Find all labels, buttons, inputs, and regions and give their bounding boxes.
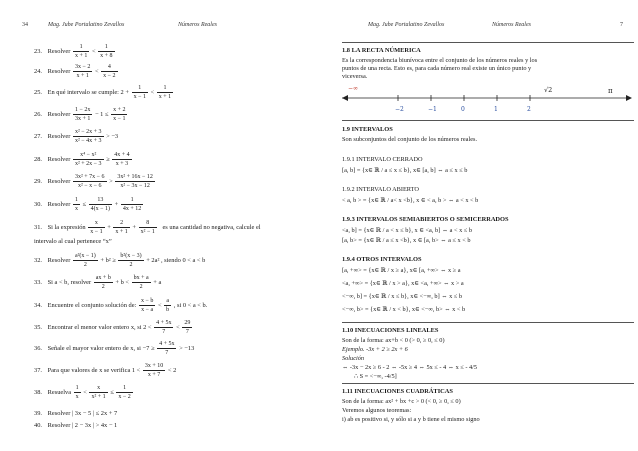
exercise-text: < 2 [167,366,177,374]
exercise-24 [34,63,314,80]
fraction: $\frac{2}{x + 1}$ [115,220,128,235]
definition-line: <−∞, b] = {x∈ ℝ / x ≤ b}, x∈ <−∞, b] ⇔ x ≤ b [342,293,463,300]
exercise-text: En qué intervalo se cumple: 2 + [47,88,129,96]
exercise-32 [34,252,314,269]
operator: > −3 [106,132,119,140]
paragraph-line: puntos de una recta. Esto es, para cada número real existe un único punto y [342,65,532,72]
exercise-text: Encuentre el conjunto solución de: [47,301,137,309]
exercise-text: es una cantidad no negativa, calcule el [162,223,261,231]
subsection-1-9-3-title: 1.9.3 INTERVALOS SEMIABIERTOS O SEMICERRADOS [342,216,509,223]
exercise-number: 37. [34,366,42,374]
fraction: $\frac{8}{\text{x² − 1}}$ [140,220,155,235]
arrow-left-icon [342,95,348,101]
fraction: $\frac{4x + 4}{x + 3}$ [114,152,130,167]
negative-infinity-label: −∞ [348,85,359,92]
exercise-text: Resolver [47,177,71,185]
solution-result: ∴ S = <−∞, -4/5] [354,373,397,380]
definition-line: <a, +∞> = {x∈ ℝ / x > a}, x∈ <a, +∞> ⇔ x > a [342,280,464,287]
section-1-8-title: 1.8 LA RECTA NÚMERICA [342,47,421,54]
exercise-number: 29. [34,177,42,185]
paragraph-line: Son subconjuntos del conjunto de los números reales. [342,136,478,143]
fraction: $\frac{\text{a²(x − 1)}}{2}$ [74,253,96,268]
exercise-25 [34,84,314,101]
exercise-text: Resolver | 2 − 3x | > 4x − 1 [47,422,118,429]
fraction: $\frac{3x - 2}{x + 1}$ [74,64,91,79]
tick-label: −2 [395,106,404,113]
exercise-text: Señale el mayor valor entero de x, si −7 ≥ [47,344,155,352]
tick-label: 1 [494,106,498,113]
section-rule [342,383,634,384]
exercise-number: 26. [34,110,42,118]
subsection-1-9-2-title: 1.9.2 INTERVALO ABIERTO [342,186,419,193]
operator: > [109,177,113,185]
definition-line: [a, +∞> = {x∈ ℝ / x ≥ a}, x∈ [a, +∞> ⇔ x ≥ a [342,267,461,274]
tick-label: 0 [461,106,465,113]
exercise-number: 24. [34,67,42,75]
exercise-number: 34. [34,301,42,309]
exercise-text: > −13 [179,344,195,352]
fraction: $\frac{a}{b}$ [166,298,170,313]
operator: < [150,88,155,96]
exercise-number: 39. [34,410,42,417]
section-1-11-title: 1.11 INECUACIONES CUADRÁTICAS [342,388,453,395]
header-author: Mag. Jube Portalatino Zevallos [368,22,445,28]
exercise-number: 38. [34,388,42,396]
exercise-text: Resolver [47,200,71,208]
operator: < [83,388,87,396]
section-rule [342,322,634,323]
fraction: $\frac{1 - 2x}{3x + 1}$ [74,107,91,122]
fraction: $\frac{13}{4(x - 1)}$ [90,197,111,212]
fraction: $\frac{3x + 10}{x + 7}$ [144,363,164,378]
number-line-figure [342,84,634,114]
solution-label: Solución [342,355,365,362]
fraction: $\frac{1}{x + 8}$ [100,44,113,59]
header-title: Números Reales [178,22,217,28]
operator: ≥ [106,155,110,163]
fraction: $\frac{\text{3x² + 7x − 6}}{\text{x² − x − 6}}$ [74,174,105,189]
fraction: $\frac{4 + 5x}{7}$ [156,320,172,335]
exercise-text: + 2a² , siendo 0 < a < b [146,256,206,264]
exercise-31-continuation [34,238,314,245]
fraction: $\frac{1}{x}$ [74,197,78,212]
exercise-text: Resolver [47,47,71,55]
paragraph-line: Son de la forma: ax+b < 0 (> 0, ≥ 0, ≤ 0) [342,337,445,344]
exercise-40 [34,422,314,429]
exercise-number: 30. [34,200,42,208]
paragraph-line: i) ab es positivo si, y sólo si a y b tiene el mismo signo [342,416,480,423]
exercise-text: , si 0 < a < b. [173,301,208,309]
paragraph-line: viceversa. [342,73,368,80]
section-1-10-title: 1.10 INECUACIONES LINEALES [342,327,439,334]
exercise-number: 40. [34,422,42,429]
fraction: $\frac{1}{x + 1}$ [74,44,88,59]
exercise-36 [34,340,314,357]
exercise-38 [34,384,314,401]
exercise-text: Resolver [47,155,71,163]
fraction: $\frac{1}{x - 2}$ [118,385,131,400]
paragraph-line: Veremos algunos teoremas: [342,407,412,414]
fraction: $\frac{x - b}{x - a}$ [140,298,154,313]
tick-label: 2 [527,106,531,113]
definition-line: < a, b > = {x∈ ℝ / a< x <b}, x ∈ < a, b > ⇔ a < x < b [342,197,479,204]
section-rule [342,42,634,43]
exercise-text: + a [153,278,162,286]
exercise-number: 33. [34,278,42,286]
sqrt2-label: √2 [544,86,553,94]
fraction: $\frac{4}{x - 2}$ [103,64,116,79]
definition-line: <−∞, b> = {x∈ ℝ / x < b}, x∈ <−∞, b> ⇔ x < b [342,306,466,313]
exercise-text: Si a < b, resolver [47,278,92,286]
header-title: Números Reales [492,22,531,28]
right-page [320,0,638,451]
fraction: $\frac{1}{x}$ [75,385,79,400]
operator: < [91,47,96,55]
operator: < [157,301,162,309]
header-author: Mag. Jube Portalatino Zevallos [48,22,125,28]
operator: < [176,323,180,331]
fraction: $\frac{\text{x² − 2x + 3}}{\text{x² − 4x + 3}}$ [74,129,102,144]
exercise-number: 36. [34,344,42,352]
exercise-39 [34,410,314,417]
exercise-37 [34,362,314,379]
solution-line: ⇔ -3x − 2x ≥ 6 - 2 ⇔ -5x ≥ 4 ⇔ 5x ≤ - 4 ⇔ x ≤ - 4/5 [342,364,478,371]
exercise-text: Resolver [47,256,71,264]
operator: + [114,200,119,208]
arrow-right-icon [626,95,632,101]
fraction: $\frac{x}{x - 1}$ [90,220,103,235]
definition-line: [a, b] = {x∈ ℝ / a ≤ x ≤ b}, x∈ [a, b] ⇔ a ≤ x ≤ b [342,167,468,174]
exercise-text: Para que valores de x se verifica 1 < [47,366,141,374]
exercise-number: 23. [34,47,42,55]
exercise-text: Resuelva [47,388,72,396]
fraction: $\frac{4 + 5x}{7}$ [159,341,175,356]
fraction: $\frac{x}{\text{x² + 1}}$ [91,385,106,400]
exercise-text: Si la expresión [47,223,86,231]
exercise-34 [34,297,314,314]
exercise-number: 32. [34,256,42,264]
exercise-27 [34,128,314,145]
exercise-number: 31. [34,223,42,231]
fraction: $\frac{\text{3x² + 16x − 12}}{\text{x² − 3x − 12}}$ [117,174,153,189]
fraction: $\frac{\text{b²(x − 3)}}{2}$ [120,253,142,268]
exercise-text: Encontrar el menor valor entero x, si 2 < [47,323,152,331]
section-rule [342,120,634,121]
subsection-1-9-4-title: 1.9.4 OTROS INTERVALOS [342,256,422,263]
operator: + b² ≥ [100,256,116,264]
exercise-23 [34,43,314,60]
operator: + [107,223,111,231]
fraction: $\frac{x + 2}{x - 1}$ [113,107,126,122]
paragraph-line: Son de la forma: ax² + bx +c > 0 (< 0, ≥ 0, ≤ 0) [342,398,461,405]
exercise-number: 27. [34,132,42,140]
fraction: $\frac{1}{4x + 12}$ [122,197,142,212]
exercise-number: 28. [34,155,42,163]
exercise-35 [34,319,314,336]
operator: ≤ [110,388,114,396]
exercise-text: Resolver | 3x − 5 | ≤ 2x + 7 [47,410,118,417]
exercise-number: 25. [34,88,42,96]
paragraph-line: Es la correspondencia biunívoca entre el conjunto de los números reales y los [342,57,538,64]
exercise-text: Resolver [47,67,71,75]
page-number: 7 [620,22,623,28]
left-page [0,0,318,451]
operator: ≤ [82,200,87,208]
exercise-text: intervalo al cual pertenece “x” [34,238,112,245]
tick-label: −1 [428,106,437,113]
subsection-1-9-1-title: 1.9.1 INTERVALO CERRADO [342,156,423,163]
exercise-30 [34,196,314,213]
exercise-33 [34,274,314,291]
exercise-31 [34,219,314,236]
operator: < [94,67,99,75]
exercise-28 [34,151,314,168]
definition-line: [a, b> = {x∈ ℝ / a ≤ x <b}, x ∈ [a, b> ⇔ a ≤ x < b [342,237,471,244]
exercise-number: 35. [34,323,42,331]
operator: + b < [115,278,130,286]
fraction: $\frac{\text{x⁴ − x²}}{\text{x² + 2x − 3}}$ [74,152,102,167]
operator: + [132,223,137,231]
exercise-26 [34,106,314,123]
section-1-9-title: 1.9 INTERVALOS [342,126,393,133]
exercise-text: Resolver [47,110,71,118]
pi-label: π [608,87,613,95]
exercise-text: Resolver [47,132,71,140]
exercise-29 [34,173,314,190]
fraction: $\frac{1}{x - 1}$ [133,85,146,100]
fraction: $\frac{29}{7}$ [184,320,191,335]
fraction: $\frac{bx + a}{2}$ [133,275,149,290]
fraction: $\frac{1}{x + 1}$ [158,85,172,100]
operator: − 1 ≤ [94,110,109,118]
page-number: 34 [22,22,28,28]
fraction: $\frac{ax + b}{2}$ [95,275,111,290]
example-line: Ejemplo. -3x + 2 ≥ 2x + 6 [342,346,408,353]
definition-line: <a, b] = {x∈ ℝ / a < x ≤ b}, x ∈ <a, b] ⇔ a < x ≤ b [342,227,473,234]
